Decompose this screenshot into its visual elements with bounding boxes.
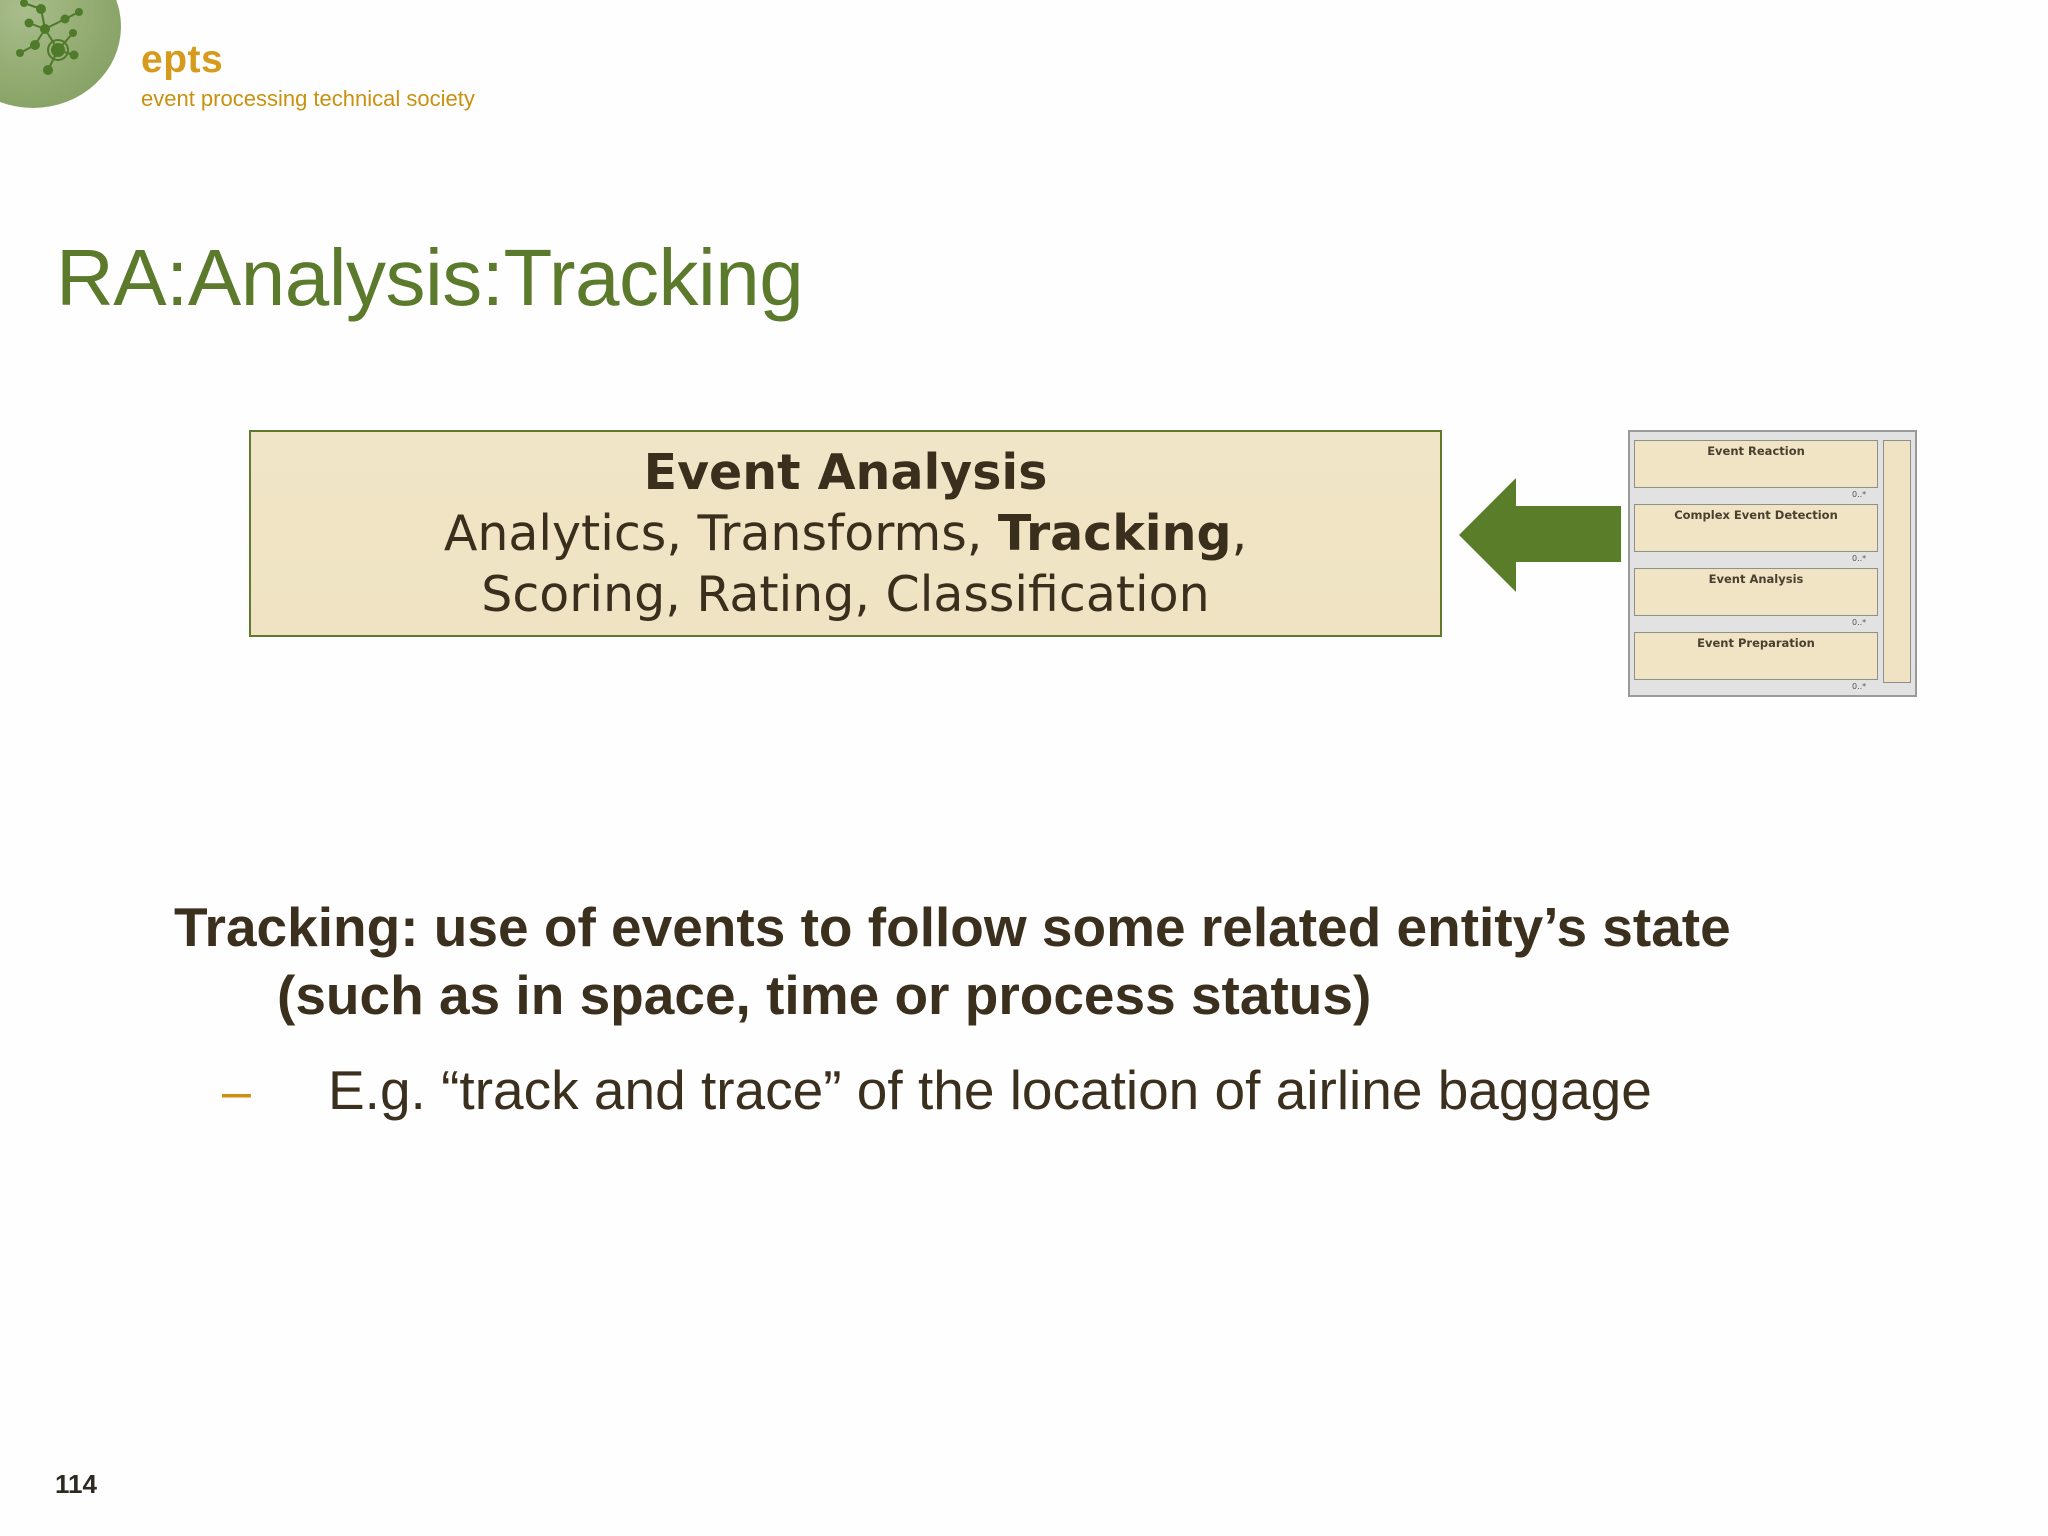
layer-stack-diagram [1628, 430, 1917, 697]
main-bullet-line-2: (such as in space, time or process status) [277, 964, 1372, 1026]
layer-complex-event-detection: Complex Event Detection [1634, 504, 1878, 552]
layer-event-reaction: Event Reaction [1634, 440, 1878, 488]
logo-badge [0, 0, 121, 108]
event-analysis-box [249, 430, 1442, 637]
multiplicity-label: 0..* [1852, 682, 1867, 691]
event-analysis-line-2: Scoring, Rating, Classification [481, 566, 1210, 623]
page-number: 114 [55, 1469, 97, 1499]
left-arrow-icon [1459, 478, 1624, 593]
multiplicity-label: 0..* [1852, 490, 1867, 499]
main-bullet-line-1: Tracking: use of events to follow some related entity’s state [174, 896, 1731, 958]
line1-text-bold: Tracking [997, 505, 1232, 562]
line1-text-a: Analytics, Transforms, [443, 505, 998, 562]
line1-text-b: , [1231, 505, 1248, 562]
multiplicity-label: 0..* [1852, 554, 1867, 563]
network-node-icon [0, 0, 121, 108]
multiplicity-label: 0..* [1852, 618, 1867, 627]
main-bullet [174, 893, 1874, 1029]
side-layer-bar [1883, 440, 1911, 683]
logo-tagline: event processing technical society [141, 86, 475, 111]
layer-event-analysis: Event Analysis [1634, 568, 1878, 616]
sub-bullet-dash: – [222, 1063, 251, 1121]
logo-name: epts [141, 38, 224, 81]
sub-bullet-text: E.g. “track and trace” of the location of airline baggage [328, 1059, 1652, 1121]
event-analysis-line-1 [251, 503, 1440, 564]
slide-title: RA:Analysis:Tracking [56, 233, 804, 322]
event-analysis-heading: Event Analysis [643, 444, 1048, 501]
layer-event-preparation: Event Preparation [1634, 632, 1878, 680]
